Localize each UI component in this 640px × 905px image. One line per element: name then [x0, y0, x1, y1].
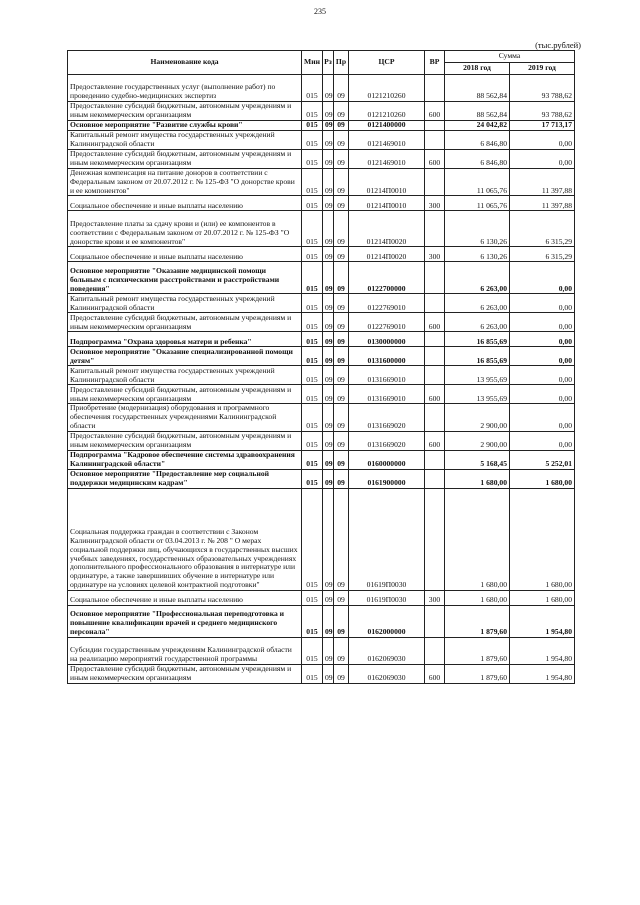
header-2018: 2018 год — [445, 63, 510, 75]
cell-2018: 1 879,60 — [445, 605, 510, 637]
cell-2018: 6 846,80 — [445, 131, 510, 150]
table-row — [68, 75, 575, 102]
cell-csr: 0121210260 — [349, 102, 425, 121]
table-row — [68, 102, 575, 121]
cell-name: Предоставление субсидий бюджетным, автономным учреждениям и иным некоммерческим организациям — [68, 664, 302, 683]
cell-2018: 2 900,00 — [445, 431, 510, 450]
cell-2019: 0,00 — [510, 131, 575, 150]
cell-2018: 6 130,26 — [445, 211, 510, 247]
cell-rz: 09 — [323, 332, 334, 347]
cell-vr — [425, 450, 445, 469]
cell-2019: 5 252,01 — [510, 450, 575, 469]
cell-2018: 11 065,76 — [445, 169, 510, 196]
cell-pr: 09 — [334, 450, 349, 469]
cell-2019: 0,00 — [510, 431, 575, 450]
cell-pr: 09 — [334, 313, 349, 332]
cell-rz: 09 — [323, 450, 334, 469]
cell-pr: 09 — [334, 385, 349, 404]
table-row — [68, 262, 575, 294]
cell-2018: 16 855,69 — [445, 332, 510, 347]
table-row — [68, 431, 575, 450]
table-row — [68, 150, 575, 169]
cell-name: Подпрограмма "Кадровое обеспечение системы здравоохранения Калининградской области" — [68, 450, 302, 469]
cell-pr: 09 — [334, 488, 349, 590]
header-sum: Сумма — [445, 51, 575, 63]
cell-2019: 0,00 — [510, 404, 575, 431]
cell-rz: 09 — [323, 431, 334, 450]
cell-rz: 09 — [323, 590, 334, 605]
cell-name: Социальное обеспечение и иные выплаты населению — [68, 247, 302, 262]
cell-pr: 09 — [334, 169, 349, 196]
table-row — [68, 169, 575, 196]
cell-2019: 1 680,00 — [510, 590, 575, 605]
cell-pr: 09 — [334, 664, 349, 683]
cell-name: Социальное обеспечение и иные выплаты населению — [68, 590, 302, 605]
cell-pr: 09 — [334, 469, 349, 488]
cell-pr: 09 — [334, 294, 349, 313]
cell-min: 015 — [302, 332, 323, 347]
cell-rz: 09 — [323, 211, 334, 247]
cell-rz: 09 — [323, 664, 334, 683]
cell-csr: 0121469010 — [349, 150, 425, 169]
cell-rz: 09 — [323, 313, 334, 332]
cell-2019: 1 680,00 — [510, 469, 575, 488]
cell-rz: 09 — [323, 121, 334, 131]
cell-pr: 09 — [334, 121, 349, 131]
cell-2019: 17 713,17 — [510, 121, 575, 131]
cell-min: 015 — [302, 385, 323, 404]
cell-csr: 0131669020 — [349, 431, 425, 450]
cell-rz: 09 — [323, 385, 334, 404]
cell-min: 015 — [302, 488, 323, 590]
cell-2018: 88 562,84 — [445, 75, 510, 102]
cell-csr: 0121210260 — [349, 75, 425, 102]
cell-2019: 0,00 — [510, 366, 575, 385]
cell-name: Социальная поддержка граждан в соответствии с Законом Калининградской области от 03.04.2013 г. № 208 " О мерах социальной поддержки лиц, обучающихся в государственных высших учебных заведениях, государственных образовательных учреждениях дополнительного профессионального образования в интернатуре или ординатуре, а также завершивших обучение в интернатуре или ординатуре на условиях целевой контрактной подготовки" — [68, 488, 302, 590]
cell-2018: 16 855,69 — [445, 347, 510, 366]
cell-csr: 0122769010 — [349, 294, 425, 313]
cell-csr: 0122769010 — [349, 313, 425, 332]
cell-vr — [425, 121, 445, 131]
cell-rz: 09 — [323, 347, 334, 366]
cell-2019: 1 954,80 — [510, 605, 575, 637]
cell-pr: 09 — [334, 347, 349, 366]
cell-rz: 09 — [323, 366, 334, 385]
cell-csr: 01214П0020 — [349, 211, 425, 247]
cell-min: 015 — [302, 150, 323, 169]
cell-2018: 6 263,00 — [445, 262, 510, 294]
cell-name: Основное мероприятие "Профессиональная переподготовка и повышение квалификации врачей и среднего медицинского персонала" — [68, 605, 302, 637]
cell-min: 015 — [302, 431, 323, 450]
header-min: Мин — [302, 51, 323, 75]
cell-name: Социальное обеспечение и иные выплаты населению — [68, 196, 302, 211]
cell-csr: 0162069030 — [349, 637, 425, 664]
cell-csr: 01214П0020 — [349, 247, 425, 262]
cell-2019: 0,00 — [510, 332, 575, 347]
cell-2019: 0,00 — [510, 150, 575, 169]
cell-name: Предоставление субсидий бюджетным, автономным учреждениям и иным некоммерческим организациям — [68, 150, 302, 169]
cell-pr: 09 — [334, 404, 349, 431]
table-row — [68, 605, 575, 637]
cell-min: 015 — [302, 366, 323, 385]
table-row — [68, 590, 575, 605]
cell-min: 015 — [302, 469, 323, 488]
cell-name: Предоставление платы за сдачу крови и (или) ее компонентов в соответствии с Федеральным законом от 20.07.2012 г. № 125-ФЗ "О донорстве крови и ее компонентов" — [68, 211, 302, 247]
cell-pr: 09 — [334, 196, 349, 211]
header-rz: Рз — [323, 51, 334, 75]
cell-csr: 0122700000 — [349, 262, 425, 294]
cell-vr: 600 — [425, 313, 445, 332]
cell-name: Денежная компенсация на питание доноров в соответствии с Федеральным законом от 20.07.2012 г. № 125-ФЗ "О донорстве крови и ее компонентов" — [68, 169, 302, 196]
cell-rz: 09 — [323, 262, 334, 294]
table-row — [68, 347, 575, 366]
header-vr: ВР — [425, 51, 445, 75]
cell-vr: 300 — [425, 590, 445, 605]
cell-min: 015 — [302, 121, 323, 131]
cell-csr: 0131600000 — [349, 347, 425, 366]
cell-vr: 600 — [425, 664, 445, 683]
cell-name: Предоставление субсидий бюджетным, автономным учреждениям и иным некоммерческим организациям — [68, 313, 302, 332]
header-name: Наименование кода — [68, 51, 302, 75]
cell-min: 015 — [302, 605, 323, 637]
table-row — [68, 385, 575, 404]
cell-csr: 01619П0030 — [349, 590, 425, 605]
cell-min: 015 — [302, 196, 323, 211]
cell-vr — [425, 262, 445, 294]
cell-min: 015 — [302, 347, 323, 366]
header-pr: Пр — [334, 51, 349, 75]
cell-csr: 0161900000 — [349, 469, 425, 488]
cell-min: 015 — [302, 313, 323, 332]
cell-2019: 0,00 — [510, 262, 575, 294]
cell-min: 015 — [302, 590, 323, 605]
cell-2018: 6 130,26 — [445, 247, 510, 262]
cell-2018: 1 879,60 — [445, 637, 510, 664]
cell-vr — [425, 169, 445, 196]
cell-vr — [425, 366, 445, 385]
cell-csr: 0130000000 — [349, 332, 425, 347]
cell-2018: 1 879,60 — [445, 664, 510, 683]
cell-rz: 09 — [323, 404, 334, 431]
table-row — [68, 131, 575, 150]
cell-pr: 09 — [334, 131, 349, 150]
cell-pr: 09 — [334, 247, 349, 262]
cell-vr: 600 — [425, 150, 445, 169]
cell-rz: 09 — [323, 637, 334, 664]
page-number: 235 — [314, 7, 326, 16]
cell-pr: 09 — [334, 150, 349, 169]
header-csr: ЦСР — [349, 51, 425, 75]
cell-2018: 5 168,45 — [445, 450, 510, 469]
cell-rz: 09 — [323, 169, 334, 196]
cell-name: Субсидии государственным учреждениям Калининградской области на реализацию мероприятий государственной программы — [68, 637, 302, 664]
table-row — [68, 332, 575, 347]
table-row — [68, 313, 575, 332]
cell-rz: 09 — [323, 469, 334, 488]
cell-min: 015 — [302, 404, 323, 431]
cell-min: 015 — [302, 664, 323, 683]
cell-2018: 1 680,00 — [445, 469, 510, 488]
cell-vr — [425, 488, 445, 590]
table-row — [68, 121, 575, 131]
cell-rz: 09 — [323, 247, 334, 262]
cell-2019: 11 397,88 — [510, 169, 575, 196]
table-row — [68, 404, 575, 431]
cell-2019: 0,00 — [510, 313, 575, 332]
cell-vr — [425, 605, 445, 637]
table-row — [68, 294, 575, 313]
cell-2018: 13 955,69 — [445, 366, 510, 385]
cell-pr: 09 — [334, 637, 349, 664]
cell-name: Приобретение (модернизация) оборудования и программного обеспечения государственных учреждениями Калининградской области — [68, 404, 302, 431]
cell-2019: 0,00 — [510, 385, 575, 404]
cell-pr: 09 — [334, 366, 349, 385]
cell-name: Основное мероприятие "Оказание медицинской помощи больным с психическими расстройствами и расстройствами поведения" — [68, 262, 302, 294]
cell-vr: 600 — [425, 102, 445, 121]
cell-2018: 13 955,69 — [445, 385, 510, 404]
cell-vr: 300 — [425, 196, 445, 211]
cell-name: Капитальный ремонт имущества государственных учреждений Калининградской области — [68, 294, 302, 313]
cell-name: Основное мероприятие "Развитие службы крови" — [68, 121, 302, 131]
cell-2018: 6 846,80 — [445, 150, 510, 169]
cell-2018: 88 562,84 — [445, 102, 510, 121]
cell-min: 015 — [302, 169, 323, 196]
cell-name: Подпрограмма "Охрана здоровья матери и ребенка" — [68, 332, 302, 347]
cell-pr: 09 — [334, 262, 349, 294]
cell-rz: 09 — [323, 488, 334, 590]
cell-min: 015 — [302, 450, 323, 469]
table-row — [68, 196, 575, 211]
cell-vr — [425, 404, 445, 431]
cell-vr: 600 — [425, 385, 445, 404]
cell-2018: 2 900,00 — [445, 404, 510, 431]
cell-rz: 09 — [323, 294, 334, 313]
budget-table — [67, 50, 575, 684]
cell-rz: 09 — [323, 102, 334, 121]
table-row — [68, 211, 575, 247]
cell-rz: 09 — [323, 196, 334, 211]
cell-2018: 1 680,00 — [445, 590, 510, 605]
units-label: (тыс.рублей) — [535, 40, 581, 50]
cell-pr: 09 — [334, 211, 349, 247]
cell-2019: 6 315,29 — [510, 247, 575, 262]
table-row — [68, 637, 575, 664]
cell-pr: 09 — [334, 431, 349, 450]
cell-csr: 0121400000 — [349, 121, 425, 131]
cell-min: 015 — [302, 262, 323, 294]
table-row — [68, 469, 575, 488]
cell-min: 015 — [302, 294, 323, 313]
cell-name: Предоставление государственных услуг (выполнение работ) по проведению судебно-медицинских экспертиз — [68, 75, 302, 102]
cell-pr: 09 — [334, 332, 349, 347]
cell-pr: 09 — [334, 75, 349, 102]
cell-name: Основное мероприятие "Предоставление мер социальной поддержки медицинским кадрам" — [68, 469, 302, 488]
cell-2019: 6 315,29 — [510, 211, 575, 247]
table-row — [68, 488, 575, 590]
cell-min: 015 — [302, 102, 323, 121]
cell-csr: 0131669010 — [349, 366, 425, 385]
cell-vr — [425, 332, 445, 347]
cell-2019: 0,00 — [510, 294, 575, 313]
cell-csr: 0131669020 — [349, 404, 425, 431]
cell-rz: 09 — [323, 605, 334, 637]
table-row — [68, 664, 575, 683]
cell-vr — [425, 75, 445, 102]
cell-name: Предоставление субсидий бюджетным, автономным учреждениям и иным некоммерческим организациям — [68, 431, 302, 450]
cell-pr: 09 — [334, 590, 349, 605]
cell-2019: 93 788,62 — [510, 102, 575, 121]
cell-min: 015 — [302, 637, 323, 664]
cell-vr: 600 — [425, 431, 445, 450]
cell-name: Капитальный ремонт имущества государственных учреждений Калининградской области — [68, 131, 302, 150]
cell-csr: 0160000000 — [349, 450, 425, 469]
cell-min: 015 — [302, 211, 323, 247]
cell-rz: 09 — [323, 131, 334, 150]
cell-rz: 09 — [323, 150, 334, 169]
cell-csr: 0121469010 — [349, 131, 425, 150]
cell-min: 015 — [302, 75, 323, 102]
cell-csr: 0131669010 — [349, 385, 425, 404]
cell-2018: 24 042,82 — [445, 121, 510, 131]
cell-csr: 01214П0010 — [349, 169, 425, 196]
table-row — [68, 450, 575, 469]
cell-vr — [425, 637, 445, 664]
cell-csr: 0162000000 — [349, 605, 425, 637]
cell-vr — [425, 347, 445, 366]
cell-vr — [425, 469, 445, 488]
cell-name: Предоставление субсидий бюджетным, автономным учреждениям и иным некоммерческим организациям — [68, 385, 302, 404]
cell-min: 015 — [302, 131, 323, 150]
cell-2018: 6 263,00 — [445, 294, 510, 313]
cell-name: Капитальный ремонт имущества государственных учреждений Калининградской области — [68, 366, 302, 385]
cell-pr: 09 — [334, 102, 349, 121]
cell-pr: 09 — [334, 605, 349, 637]
cell-2019: 1 954,80 — [510, 637, 575, 664]
cell-2019: 1 954,80 — [510, 664, 575, 683]
cell-name: Основное мероприятие "Оказание специализированной помощи детям" — [68, 347, 302, 366]
cell-csr: 01214П0010 — [349, 196, 425, 211]
cell-2019: 93 788,62 — [510, 75, 575, 102]
cell-2019: 1 680,00 — [510, 488, 575, 590]
cell-vr — [425, 131, 445, 150]
cell-2018: 6 263,00 — [445, 313, 510, 332]
cell-2019: 0,00 — [510, 347, 575, 366]
table-row — [68, 366, 575, 385]
cell-vr: 300 — [425, 247, 445, 262]
cell-vr — [425, 294, 445, 313]
cell-min: 015 — [302, 247, 323, 262]
cell-csr: 01619П0030 — [349, 488, 425, 590]
header-2019: 2019 год — [510, 63, 575, 75]
cell-rz: 09 — [323, 75, 334, 102]
cell-name: Предоставление субсидий бюджетным, автономным учреждениям и иным некоммерческим организациям — [68, 102, 302, 121]
cell-2018: 1 680,00 — [445, 488, 510, 590]
cell-2018: 11 065,76 — [445, 196, 510, 211]
cell-csr: 0162069030 — [349, 664, 425, 683]
table-row — [68, 247, 575, 262]
cell-vr — [425, 211, 445, 247]
cell-2019: 11 397,88 — [510, 196, 575, 211]
